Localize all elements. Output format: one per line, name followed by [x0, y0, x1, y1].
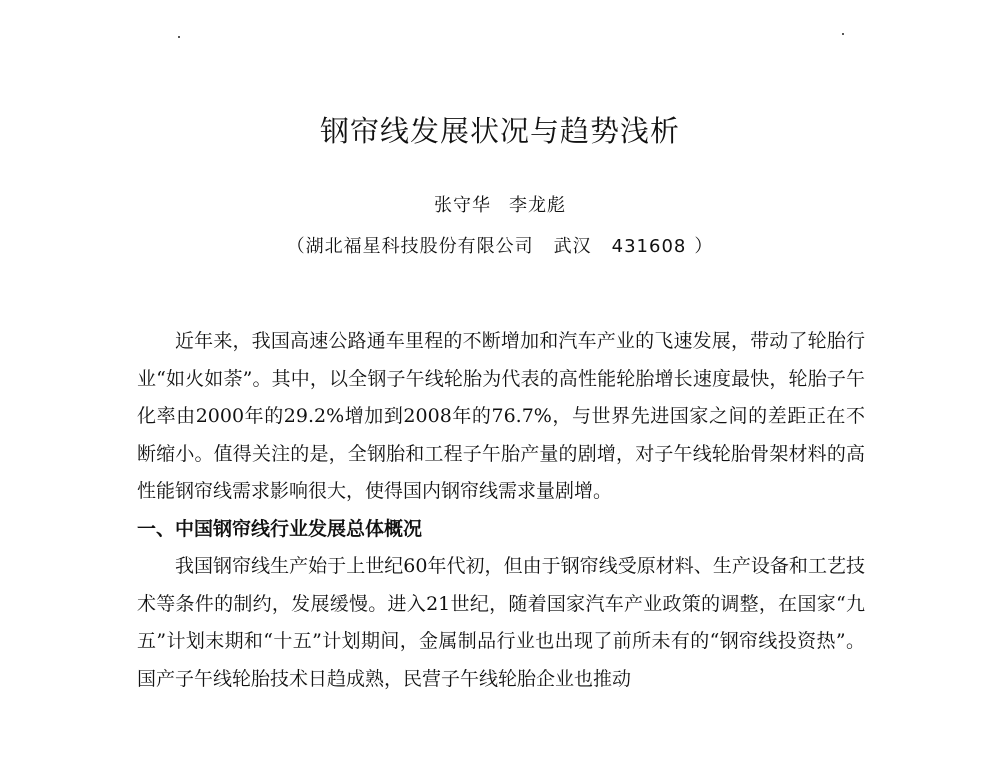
affiliation-institution: 湖北福星科技股份有限公司: [305, 236, 534, 257]
affiliation-line: [0, 234, 1000, 260]
affiliation-postcode: 431608: [611, 236, 687, 257]
scan-speck: [178, 36, 180, 38]
author-line: [0, 193, 1000, 219]
affiliation-open-paren: （: [286, 236, 306, 257]
paper-title: 钢帘线发展状况与趋势浅析: [319, 114, 680, 148]
author-name: 张守华: [434, 195, 491, 216]
affiliation-city: 武汉: [553, 236, 592, 257]
section-heading: 一、中国钢帘线行业发展总体概况: [137, 517, 423, 540]
body-paragraph: 我国钢帘线生产始于上世纪60年代初，但由于钢帘线受原材料、生产设备和工艺技术等条件的制约，发展缓慢。进入21世纪，随着国家汽车产业政策的调整，在国家“九五”计划末期和“十五”计划期间，金属制品行业也出现了前所未有的“钢帘线投资热”。国产子午线轮胎技术日趋成熟，民营子午线轮胎企业也推动: [137, 555, 865, 690]
paper-body: [137, 323, 865, 698]
affiliation-close-paren: ）: [694, 236, 714, 257]
author-name: 李龙彪: [509, 195, 566, 216]
body-paragraph: 近年来，我国高速公路通车里程的不断增加和汽车产业的飞速发展，带动了轮胎行业“如火如荼”。其中，以全钢子午线轮胎为代表的高性能轮胎增长速度最快，轮胎子午化率由2000年的29.2%增加到2008年的76.7%，与世界先进国家之间的差距正在不断缩小。值得关注的是，全钢胎和工程子午胎产量的剧增，对子午线轮胎骨架材料的高性能钢帘线需求影响很大，使得国内钢帘线需求量剧增。: [137, 330, 865, 502]
scan-speck: [842, 33, 844, 35]
